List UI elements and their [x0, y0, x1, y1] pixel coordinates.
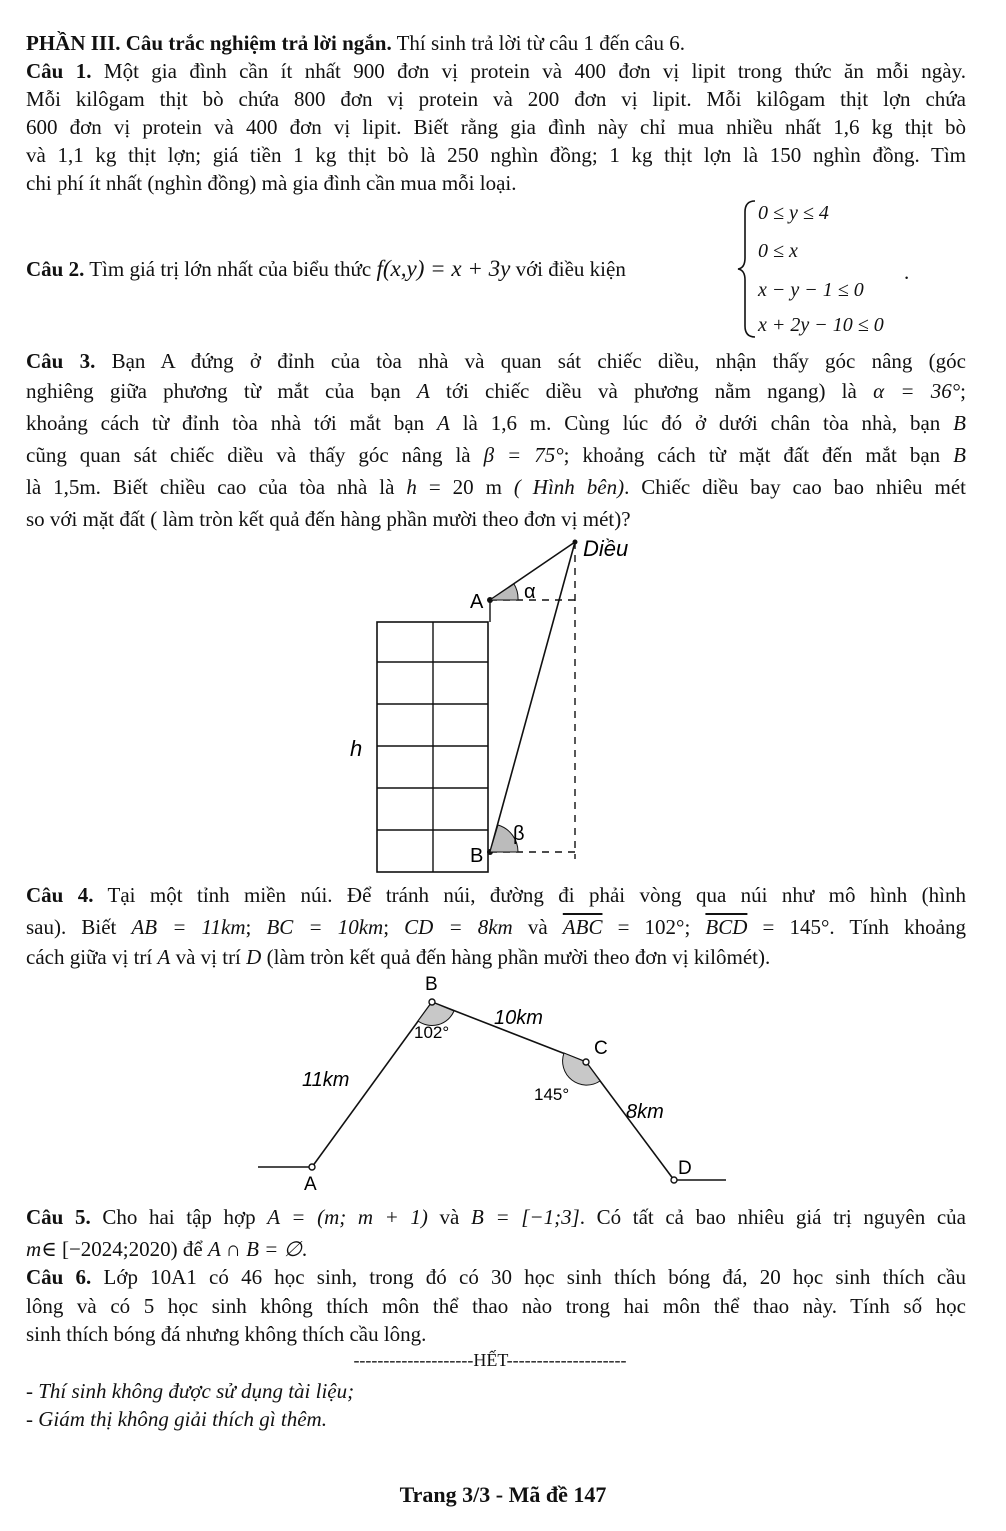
point-b-label: B — [425, 974, 438, 995]
q4-bc: BC = 10km — [266, 915, 384, 939]
q4-line-3 — [26, 944, 966, 970]
q4-sep-1: ; — [245, 915, 267, 939]
q3-line-4 — [26, 442, 966, 468]
q3-text-4c: ; khoảng cách từ mặt đất đến mắt bạn — [563, 443, 954, 467]
q2-system-dot: . — [904, 260, 910, 284]
q3-text-2a: nghiêng giữa phương từ mắt của bạn — [26, 379, 417, 403]
q4-text-3b: A — [157, 945, 171, 969]
q1-line-3: 600 đơn vị protein và 400 đơn vị lipit. Biết rằng gia đình này chỉ mua nhiều nhất 1,6 kg thịt bò — [26, 115, 966, 139]
q2-condition: với điều kiện — [510, 257, 626, 281]
page-footer: Trang 3/3 - Mã đề 147 — [399, 1482, 607, 1507]
q5-label: Câu 5. — [26, 1205, 91, 1229]
q4-angle-abc: $\overline{ABC}$ — [562, 915, 603, 939]
height-label: h — [350, 736, 363, 761]
q4-text-3a: cách giữa vị trí — [26, 945, 158, 969]
q5-text-1e: . Có tất cả bao nhiêu giá trị nguyên của — [579, 1205, 966, 1229]
q6-line-2: lông và có 5 học sinh không thích môn thể thao nào trong hai môn thể thao này. Tính số học — [26, 1294, 966, 1318]
q5-var-m: m — [26, 1237, 42, 1261]
q4-angle-bcd-value: = 145°. Tính khoảng — [747, 915, 966, 939]
q1-line-2: Mỗi kilôgam thịt bò chứa 800 đơn vị protein và 200 đơn vị lipit. Mỗi kilôgam thịt lợn chứa — [26, 87, 966, 111]
ab-length-label: 11km — [302, 1069, 350, 1091]
kite-label: Diều — [583, 536, 629, 561]
q3-text-4d: B — [953, 443, 966, 467]
cd-length-label: 8km — [626, 1101, 664, 1123]
q5-line-1 — [26, 1204, 966, 1230]
q4-ab: AB = 11km — [131, 915, 246, 939]
q3-text-3b: A — [437, 411, 450, 435]
q4-line-1 — [26, 882, 966, 908]
q4-text-2a: sau). Biết — [26, 915, 132, 939]
point-c-label: C — [594, 1038, 608, 1059]
q5-line-2 — [26, 1236, 966, 1262]
q3-beta-value: β = 75° — [483, 443, 564, 467]
section-instruction: Thí sinh trả lời từ câu 1 đến câu 6. — [391, 31, 686, 55]
q3-text-5d: ( Hình bên) — [513, 475, 625, 499]
q2-system-line-3: x − y − 1 ≤ 0 — [758, 279, 864, 301]
q3-text-3a: khoảng cách từ đỉnh tòa nhà tới mắt bạn — [26, 411, 438, 435]
q5-text-1a: Cho hai tập hợp — [90, 1205, 268, 1229]
q3-text-5c: = 20 m — [416, 475, 514, 499]
q2-line — [26, 256, 726, 282]
note-2: - Giám thị không giải thích gì thêm. — [26, 1407, 327, 1431]
q6-line-3: sinh thích bóng đá nhưng không thích cầu lông. — [26, 1322, 427, 1346]
q3-line-2 — [26, 378, 966, 404]
q1-line-4: và 1,1 kg thịt lợn; giá tiền 1 kg thịt bò là 250 nghìn đồng; 1 kg thịt lợn là 150 nghìn đồng. Tìm — [26, 143, 966, 167]
point-a-label: A — [470, 591, 484, 613]
q5-text-2d: . — [301, 1237, 308, 1261]
q3-text-2e: ; — [960, 379, 966, 403]
point-a-label: A — [304, 1174, 317, 1195]
q2-text: Tìm giá trị lớn nhất của biểu thức — [84, 257, 377, 281]
q1-text-1: Một gia đình cần ít nhất 900 đơn vị protein và 400 đơn vị lipit trong thức ăn mỗi ngày. — [91, 59, 966, 83]
q2-system-line-2: 0 ≤ x — [758, 240, 798, 262]
q5-set-b: B = [−1;3] — [471, 1205, 580, 1229]
q2-system-line-4: x + 2y − 10 ≤ 0 — [758, 314, 884, 336]
q3-text-5a: là 1,5m. Biết chiều cao của tòa nhà là — [26, 475, 407, 499]
q6-text-1: Lớp 10A1 có 46 học sinh, trong đó có 30 học sinh thích bóng đá, 20 học sinh thích cầu — [91, 1265, 966, 1289]
q6-line-1 — [26, 1264, 966, 1290]
q3-text-2c: tới chiếc diều và phương nằm ngang) là — [429, 379, 874, 403]
angle-b-label: 102° — [414, 1023, 450, 1042]
q1-label: Câu 1. — [26, 59, 92, 83]
q2-system-line-1: 0 ≤ y ≤ 4 — [758, 202, 829, 224]
alpha-label: α — [524, 581, 536, 603]
bc-length-label: 10km — [494, 1007, 543, 1029]
q3-line-6: so với mặt đất ( làm tròn kết quả đến hàng phần mười theo đơn vị mét)? — [26, 507, 631, 531]
q3-text-5e: . Chiếc diều bay cao bao nhiêu mét — [624, 475, 966, 499]
q3-line-1 — [26, 348, 966, 374]
q3-label: Câu 3. — [26, 349, 96, 373]
q4-and: và — [512, 915, 563, 939]
q2-expression: f(x,y) = x + 3y — [376, 256, 511, 281]
q1-line-1 — [26, 58, 966, 84]
q3-alpha-value: α = 36° — [873, 379, 961, 403]
q5-text-1c: và — [427, 1205, 471, 1229]
note-1: - Thí sinh không được sử dụng tài liệu; — [26, 1379, 355, 1403]
q5-set-a: A = (m; m + 1) — [267, 1205, 428, 1229]
point-d-label: D — [678, 1158, 692, 1179]
kite-building-figure — [330, 534, 650, 874]
q3-line-5 — [26, 474, 966, 500]
q3-text-4a: cũng quan sát chiếc diều và thấy góc nâng là — [26, 443, 484, 467]
q4-cd: CD = 8km — [404, 915, 513, 939]
q2-label: Câu 2. — [26, 257, 85, 281]
q3-text-1: Bạn A đứng ở đỉnh của tòa nhà và quan sát chiếc diều, nhận thấy góc nâng (góc — [95, 349, 966, 373]
q4-angle-abc-value: = 102°; — [602, 915, 706, 939]
q5-text-2b: ∈ [−2024;2020) để — [41, 1237, 208, 1261]
q4-text-3e: (làm tròn kết quả đến hàng phần mười theo đơn vị kilômét). — [261, 945, 771, 969]
q5-condition: A ∩ B = ∅ — [207, 1237, 302, 1261]
end-divider: --------------------HẾT-------------------- — [353, 1350, 627, 1370]
q3-text-2b: A — [416, 379, 430, 403]
q4-sep-2: ; — [383, 915, 405, 939]
q3-text-5b: h — [406, 475, 417, 499]
q4-text-3c: và vị trí — [170, 945, 247, 969]
point-b-label: B — [470, 845, 484, 867]
q4-angle-bcd: $\overline{BCD}$ — [705, 915, 748, 939]
q4-text-1: Tại một tỉnh miền núi. Để tránh núi, đường đi phải vòng qua núi như mô hình (hình — [93, 883, 966, 907]
q4-line-2 — [26, 914, 966, 940]
q3-text-3c: là 1,6 m. Cùng lúc đó ở dưới chân tòa nhà, bạn — [449, 411, 954, 435]
q6-label: Câu 6. — [26, 1265, 92, 1289]
q4-label: Câu 4. — [26, 883, 94, 907]
q3-text-3d: B — [953, 411, 966, 435]
section-title: PHẦN III. Câu trắc nghiệm trả lời ngắn. — [26, 31, 392, 55]
angle-c-label: 145° — [534, 1085, 570, 1104]
q3-line-3 — [26, 410, 966, 436]
beta-label: β — [513, 823, 525, 845]
mountain-road-figure — [250, 972, 750, 1198]
section-heading — [26, 30, 966, 56]
q1-line-5: chi phí ít nhất (nghìn đồng) mà gia đình cần mua mỗi loại. — [26, 171, 517, 195]
q4-text-3d: D — [246, 945, 262, 969]
